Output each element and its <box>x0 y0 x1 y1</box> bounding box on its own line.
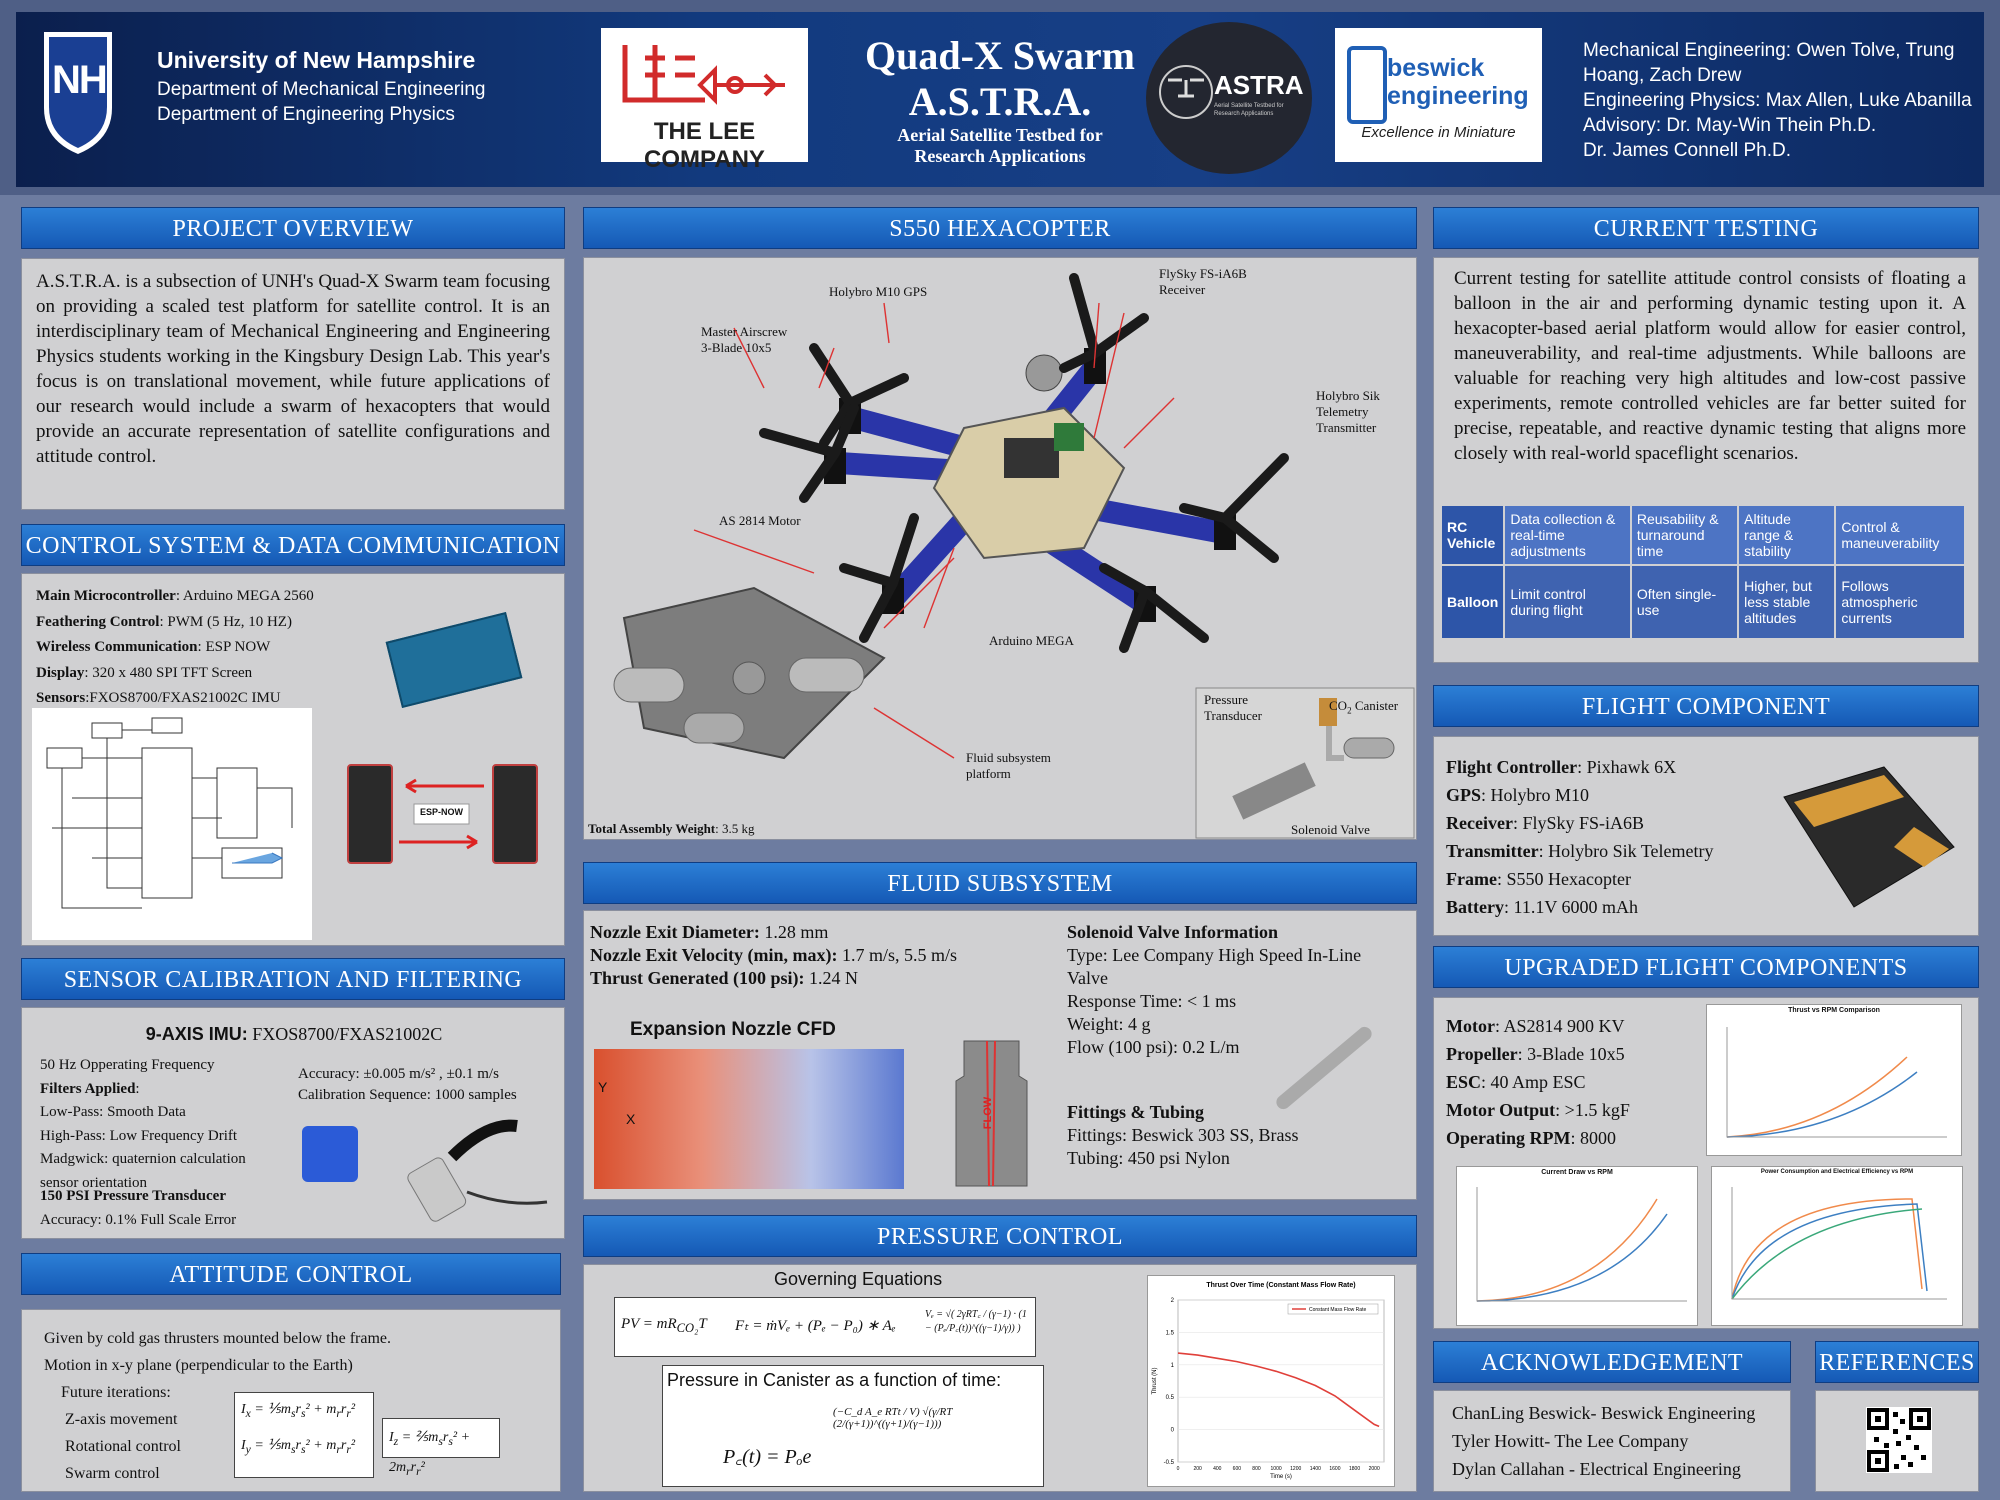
lee-company-logo <box>601 28 808 173</box>
assembly-weight: Total Assembly Weight: 3.5 kg <box>588 821 755 836</box>
thrust-chart-svg <box>1148 1276 1394 1486</box>
circuit-schematic <box>32 708 312 940</box>
x-axis-label: Time (s) <box>1270 1474 1292 1480</box>
cfd-axis-x: X <box>626 1111 636 1127</box>
team-line: Mechanical Engineering: Owen Tolve, Trung <box>1583 40 1955 61</box>
filter-item: sensor orientation <box>40 1174 148 1191</box>
overview-text: A.S.T.R.A. is a subsection of UNH's Quad-X Swarm team focusing on providing a scaled test platform for satellite control. It is an interdisciplinary team of Mechanical Engineering and Engineering Physics students working in the Kingsbury Design Lab. This year's focus is on translational movement, while future applications of our research would include a swarm of hexacopters that would provide an accurate representation of satellite configurations and attitude control. <box>36 271 550 467</box>
upgraded-item: Propeller: 3-Blade 10x5 <box>1446 1044 1625 1064</box>
testing-heading: CURRENT TESTING <box>1433 207 1979 249</box>
future-item: Z-axis movement <box>65 1411 178 1428</box>
beswick-logo <box>1335 28 1542 162</box>
sensor-heading: SENSOR CALIBRATION AND FILTERING <box>21 958 565 1000</box>
flight-item: Battery: 11.1V 6000 mAh <box>1446 897 1638 917</box>
astra-logo-text: ASTRA <box>1214 70 1304 100</box>
pressure-transducer-label: 150 PSI Pressure Transducer <box>40 1188 226 1204</box>
attitude-line: Motion in x-y plane (perpendicular to the Earth) <box>44 1357 353 1374</box>
table-cell: Limit control during flight <box>1504 565 1630 639</box>
thrust-series-line <box>1178 1353 1379 1426</box>
table-cell: Balloon <box>1441 565 1504 639</box>
team-line: Dr. James Connell Ph.D. <box>1583 140 1792 161</box>
nozzle-spec: Nozzle Exit Velocity (min, max): 1.7 m/s, 5.5 m/s <box>590 945 957 965</box>
attitude-heading: ATTITUDE CONTROL <box>21 1253 561 1295</box>
poster-subtitle-2: Research Applications <box>914 146 1086 166</box>
nozzle-spec: Thrust Generated (100 psi): 1.24 N <box>590 968 858 988</box>
esp32-board-left <box>347 764 393 864</box>
references-panel <box>1815 1390 1979 1492</box>
pressure-accuracy: Accuracy: 0.1% Full Scale Error <box>40 1212 237 1228</box>
control-list <box>36 584 314 712</box>
governing-equations-title: Governing Equations <box>774 1269 943 1289</box>
testing-panel <box>1433 257 1979 663</box>
attitude-line: Given by cold gas thrusters mounted below the frame. <box>44 1330 392 1347</box>
ack-list <box>1452 1399 1755 1483</box>
x-tick-label: 1200 <box>1290 1466 1302 1472</box>
x-tick-label: 400 <box>1213 1466 1222 1472</box>
poster-subtitle-1: Aerial Satellite Testbed for <box>897 125 1103 145</box>
nh-logo-text: NH <box>52 58 106 102</box>
poster-acronym: A.S.T.R.A. <box>908 79 1092 124</box>
ack-item: Tyler Howitt- The Lee Company <box>1452 1431 1689 1451</box>
filter-item: Low-Pass: Smooth Data <box>40 1104 186 1120</box>
table-row <box>1441 565 1965 639</box>
pressure-panel <box>583 1264 1417 1492</box>
y-tick-label: 0.5 <box>1165 1395 1174 1402</box>
inertia-equations: $I_x$ = $\frac{1}{5}m_sr_s^2 + m_rr_r^2$ $I_y$ = $\frac{1}{5}m_sr_s^2 + m_rr_r^2$ <box>234 1392 374 1478</box>
lee-arrow-icon <box>615 40 795 120</box>
flight-item: Receiver: FlySky FS-iA6B <box>1446 813 1644 833</box>
future-title: Future iterations: <box>61 1384 171 1401</box>
ack-item: Dylan Callahan - Electrical Engineering <box>1452 1459 1741 1479</box>
pixhawk-image <box>1764 757 1964 922</box>
thrust-rpm-lines <box>1707 1017 1961 1155</box>
table-cell: Altitude range & stability <box>1738 505 1835 565</box>
esp32-board-right <box>492 764 538 864</box>
x-tick-label: 1800 <box>1349 1466 1361 1472</box>
fittings-info <box>1067 1101 1299 1170</box>
hexacopter-panel <box>583 257 1417 840</box>
solenoid-title: Solenoid Valve Information <box>1067 922 1279 942</box>
inertia-z-equation: $I_z$ = $\frac{2}{5}m_sr_s^2 + 2m_rr_r^2$ <box>382 1418 500 1458</box>
frequency-text: 50 Hz Opperating Frequency <box>40 1057 215 1073</box>
fluid-panel <box>583 910 1417 1200</box>
solenoid-inset-label: Solenoid Valve <box>1291 822 1370 837</box>
flight-item: Frame: S550 Hexacopter <box>1446 869 1631 889</box>
sensor-panel <box>21 1007 565 1239</box>
flow-label: FLOW <box>982 1096 995 1130</box>
poster-title: Quad-X Swarm <box>864 33 1136 78</box>
upgraded-list <box>1446 1012 1630 1152</box>
team-list <box>1583 38 1983 163</box>
control-item: Feathering Control: PWM (5 Hz, 10 HZ) <box>36 613 292 630</box>
team-line: Advisory: Dr. May-Win Thein Ph.D. <box>1583 115 1877 136</box>
filter-item: Madgwick: quaternion calculation <box>40 1151 246 1167</box>
power-efficiency-lines <box>1712 1179 1962 1325</box>
current-rpm-lines <box>1457 1179 1697 1325</box>
table-cell: Follows atmospheric currents <box>1835 565 1965 639</box>
department-ep: Department of Engineering Physics <box>157 104 455 125</box>
thrust-chart <box>1147 1275 1395 1487</box>
table-cell: Reusability & turnaround time <box>1631 505 1738 565</box>
control-item: Sensors:FXOS8700/FXAS21002C IMU <box>36 690 281 706</box>
thrust-rpm-chart: Thrust vs RPM Comparison <box>1706 1004 1962 1156</box>
flight-item: Flight Controller: Pixhawk 6X <box>1446 757 1677 777</box>
imu-title: 9-AXIS IMU: FXOS8700/FXAS21002C <box>145 1024 443 1044</box>
x-tick-label: 2000 <box>1368 1466 1380 1472</box>
sensor-filter-list <box>40 1054 290 1195</box>
x-tick-label: 800 <box>1252 1466 1261 1472</box>
solenoid-line: Flow (100 psi): 0.2 L/m <box>1067 1037 1240 1057</box>
arduino-label: Arduino MEGA <box>989 633 1074 648</box>
nozzle-specs <box>590 921 957 990</box>
legend-label: Constant Mass Flow Rate <box>1309 1307 1367 1313</box>
upgraded-item: Operating RPM: 8000 <box>1446 1128 1616 1148</box>
testing-text: Current testing for satellite attitude control consists of floating a balloon in the air and performing dynamic testing upon it. A hexacopter-based aerial platform would allow for easier control, maneuverability, and real-time adjustments. While balloons are valuable for reaching very high altitudes and low-cost passive experiments, remote controlled vehicles are far better suited for precise, repeatable, and reactive dynamic testing that aligns more closely with real-world spaceflight scenarios. <box>1454 268 1966 464</box>
x-tick-label: 1400 <box>1309 1466 1321 1472</box>
upgraded-item: ESC: 40 Amp ESC <box>1446 1072 1586 1092</box>
upgraded-panel <box>1433 997 1979 1329</box>
table-cell: Data collection & real-time adjustments <box>1504 505 1630 565</box>
control-item: Display: 320 x 480 SPI TFT Screen <box>36 664 253 681</box>
astra-logo-subtext: Aerial Satellite Testbed for Research Applications <box>1214 103 1284 117</box>
upgraded-heading: UPGRADED FLIGHT COMPONENTS <box>1433 946 1979 988</box>
table-cell: Control & maneuverability <box>1835 505 1965 565</box>
beswick-name-2: engineering <box>1387 82 1529 110</box>
table-cell: RC Vehicle <box>1441 505 1504 565</box>
filters-title: Filters Applied: <box>40 1080 140 1097</box>
pressure-transducer-inset-label: Pressure Transducer <box>1204 692 1263 723</box>
fittings-title: Fittings & Tubing <box>1067 1102 1205 1122</box>
upgraded-item: Motor Output: >1.5 kgF <box>1446 1100 1630 1120</box>
cfd-image <box>594 1049 904 1189</box>
university-name: University of New Hampshire <box>157 47 476 73</box>
fluid-heading: FLUID SUBSYSTEM <box>583 862 1417 904</box>
references-heading: REFERENCES <box>1815 1341 1979 1383</box>
canister-eq-exponent: (−C_d A_e RTt / V) √(γ/RT (2/(γ+1))^((γ+1)/(γ−1))) <box>833 1406 953 1430</box>
calibration-text: Calibration Sequence: 1000 samples <box>298 1087 517 1103</box>
table-row <box>1441 505 1965 565</box>
beswick-tagline: Excellence in Miniature <box>1361 124 1516 141</box>
plot-frame <box>1178 1300 1384 1462</box>
nozzle-spec: Nozzle Exit Diameter: 1.28 mm <box>590 922 829 942</box>
cfd-axis-y: Y <box>598 1079 608 1095</box>
y-tick-label: -0.5 <box>1163 1460 1174 1466</box>
fittings-line: Fittings: Beswick 303 SS, Brass <box>1067 1125 1299 1145</box>
future-item: Rotational control <box>65 1438 181 1455</box>
x-tick-label: 200 <box>1193 1466 1202 1472</box>
x-tick-label: 1600 <box>1329 1466 1341 1472</box>
ack-heading: ACKNOWLEDGEMENT <box>1433 1341 1791 1383</box>
gps-label: Holybro M10 GPS <box>829 284 928 299</box>
imu-breakout-image <box>302 1126 358 1182</box>
lee-company-name: THE LEE COMPANY <box>644 118 765 173</box>
beswick-name-1: beswick <box>1387 54 1485 82</box>
current-rpm-chart: Current Draw vs RPM <box>1456 1166 1698 1326</box>
flight-item: Transmitter: Holybro Sik Telemetry <box>1446 841 1714 861</box>
team-line: Hoang, Zach Drew <box>1583 65 1742 86</box>
solenoid-line: Weight: 4 g <box>1067 1014 1151 1034</box>
fittings-line: Tubing: 450 psi Nylon <box>1067 1148 1230 1168</box>
x-tick-label: 1000 <box>1270 1466 1282 1472</box>
flight-heading: FLIGHT COMPONENT <box>1433 685 1979 727</box>
co2-canister-label: $CO_2$ Canister <box>1329 698 1399 716</box>
flight-list <box>1446 753 1714 921</box>
canister-eq-title: Pressure in Canister as a function of time: <box>667 1370 1002 1390</box>
attitude-panel <box>21 1309 561 1492</box>
arduino-board-image <box>386 612 523 708</box>
department-me: Department of Mechanical Engineering <box>157 79 486 100</box>
overview-panel <box>21 258 565 510</box>
table-cell: Higher, but less stable altitudes <box>1738 565 1835 639</box>
pressure-heading: PRESSURE CONTROL <box>583 1215 1417 1257</box>
astra-logo <box>1146 22 1312 174</box>
drone-icon <box>1156 62 1216 122</box>
esp-now-label: ESP-NOW <box>419 807 463 817</box>
filter-item: High-Pass: Low Frequency Drift <box>40 1127 238 1144</box>
upgraded-item: Motor: AS2814 900 KV <box>1446 1016 1625 1036</box>
x-tick-label: 0 <box>1176 1466 1180 1472</box>
solenoid-line: Valve <box>1067 968 1108 988</box>
ack-panel <box>1433 1390 1791 1492</box>
beswick-mark-icon <box>1347 46 1387 124</box>
y-axis-label: Thrust (N) <box>1152 1367 1158 1395</box>
receiver-label: FlySky FS-iA6B Receiver <box>1159 266 1247 297</box>
control-item: Main Microcontroller: Arduino MEGA 2560 <box>36 588 314 604</box>
hexacopter-heading: S550 HEXACOPTER <box>583 207 1417 249</box>
accuracy-text: Accuracy: ±0.005 m/s² , ±0.1 m/s <box>298 1066 499 1082</box>
cfd-title: Expansion Nozzle CFD <box>630 1019 836 1040</box>
power-efficiency-chart: Power Consumption and Electrical Efficiency vs RPM <box>1711 1166 1963 1326</box>
pressure-transducer-image <box>407 1112 557 1222</box>
ack-item: ChanLing Beswick- Beswick Engineering <box>1452 1403 1756 1423</box>
comparison-table <box>1440 504 1966 640</box>
y-tick-label: 2 <box>1170 1298 1174 1304</box>
team-line: Engineering Physics: Max Allen, Luke Abanilla <box>1583 90 1972 111</box>
control-heading: CONTROL SYSTEM & DATA COMMUNICATION <box>21 524 565 566</box>
chart-title: Thrust Over Time (Constant Mass Flow Rate) <box>1206 1282 1356 1289</box>
governing-equations: PV = $mR_{CO_2}T$ Fₜ = ṁVₑ + (Pₑ − P₀) ∗ Aₑ Vₑ = √( 2γRT꜀ / (γ−1) · (1 − (Pₑ/P꜀(t))^((γ−1)/γ)) ) <box>614 1297 1036 1357</box>
table-cell: Often single-use <box>1631 565 1738 639</box>
control-panel <box>21 573 565 946</box>
qr-code-icon[interactable] <box>1866 1407 1932 1473</box>
canister-eq-main: P꜀(t) = Pₒe <box>723 1446 812 1468</box>
accuracy-info <box>298 1064 517 1106</box>
y-tick-label: 1 <box>1170 1362 1174 1369</box>
flight-panel <box>1433 736 1979 936</box>
overview-heading: PROJECT OVERVIEW <box>21 207 565 249</box>
flight-item: GPS: Holybro M10 <box>1446 785 1590 805</box>
telemetry-label: Holybro Sik Telemetry Transmitter <box>1316 388 1380 435</box>
propeller-label: Master Airscrew 3-Blade 10x5 <box>701 324 788 355</box>
canister-equation <box>662 1365 1044 1487</box>
control-item: Wireless Communication: ESP NOW <box>36 639 271 655</box>
future-item: Swarm control <box>65 1465 160 1482</box>
x-tick-label: 600 <box>1232 1466 1242 1472</box>
solenoid-line: Type: Lee Company High Speed In-Line <box>1067 945 1362 965</box>
motor-label: AS 2814 Motor <box>719 513 801 528</box>
fluid-platform-label: Fluid subsystem platform <box>966 750 1051 781</box>
y-tick-label: 1.5 <box>1165 1330 1174 1337</box>
solenoid-line: Response Time: < 1 ms <box>1067 991 1237 1011</box>
y-tick-label: 0 <box>1170 1427 1174 1434</box>
